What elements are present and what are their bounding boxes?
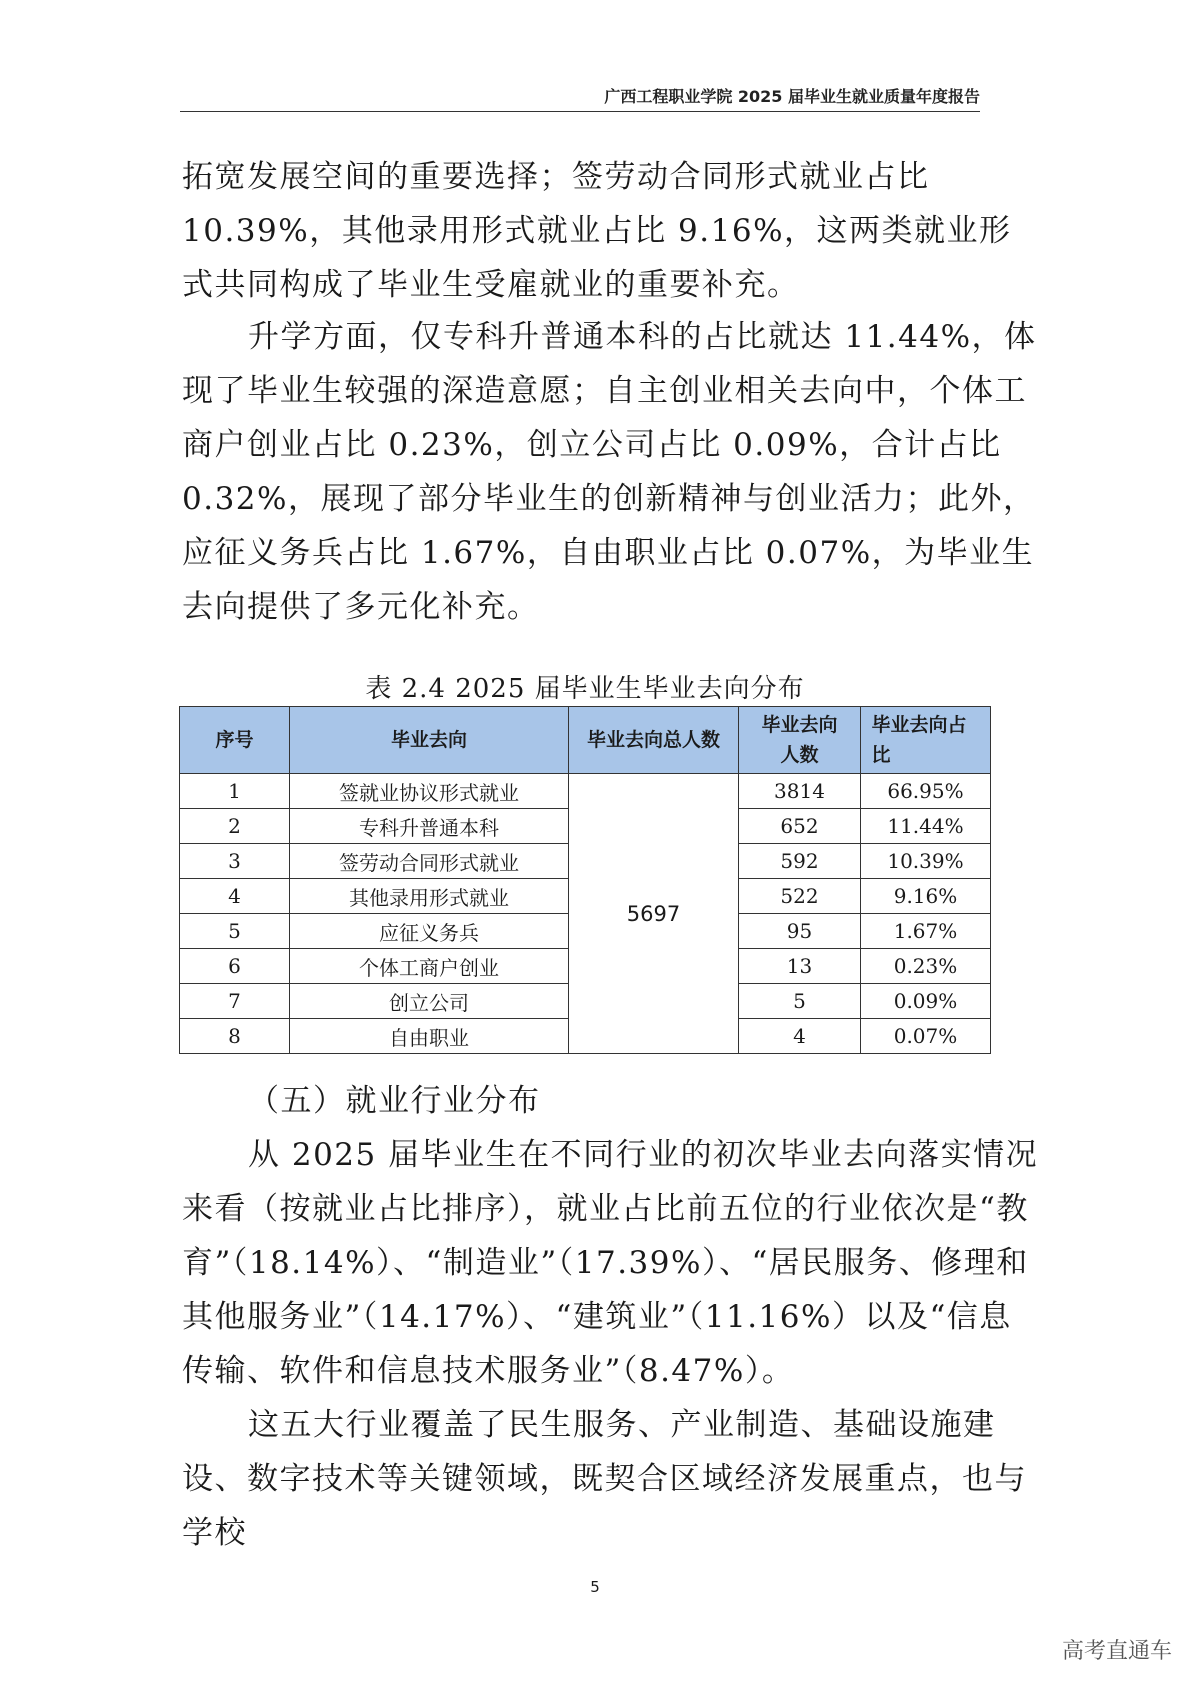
cell-count: 4: [739, 1019, 861, 1054]
page-number: 5: [590, 1578, 600, 1596]
header-percentage: 毕业去向占比: [861, 707, 991, 774]
cell-percentage: 66.95%: [861, 774, 991, 809]
cell-percentage: 11.44%: [861, 809, 991, 844]
watermark-text: 高考直通车: [1061, 1639, 1172, 1664]
table-row: [180, 774, 991, 809]
cell-percentage: 0.09%: [861, 984, 991, 1019]
cell-percentage: 1.67%: [861, 914, 991, 949]
cell-index: 5: [180, 914, 290, 949]
cell-destination: 其他录用形式就业: [290, 879, 569, 914]
cell-percentage: 9.16%: [861, 879, 991, 914]
cell-count: 522: [739, 879, 861, 914]
paragraph-industry-coverage: 这五大行业覆盖了民生服务、产业制造、基础设施建设、数字技术等关键领域，既契合区域经济发展重点，也与学校: [182, 1407, 1027, 1551]
cell-index: 1: [180, 774, 290, 809]
header-index: 序号: [180, 707, 290, 774]
paragraph-industry-distribution: 从 2025 届毕业生在不同行业的初次毕业去向落实情况来看（按就业占比排序），就业占比前五位的行业依次是“教育”（18.14%）、“制造业”（17.39%）、“居民服务、修理和其他服务业”（14.17%）、“建筑业”（11.16%）以及“信息传输、软件和信息技术服务业”（8.47%）。: [182, 1137, 1039, 1389]
table-header-row: [180, 707, 991, 774]
cell-index: 2: [180, 809, 290, 844]
paragraph-employment-forms: 拓宽发展空间的重要选择；签劳动合同形式就业占比 10.39%，其他录用形式就业占比 9.16%，这两类就业形式共同构成了毕业生受雇就业的重要补充。: [182, 159, 1012, 303]
report-header-title: 广西工程职业学院 2025 届毕业生就业质量年度报告: [604, 87, 980, 106]
cell-destination: 签劳动合同形式就业: [290, 844, 569, 879]
cell-count: 592: [739, 844, 861, 879]
cell-destination: 创立公司: [290, 984, 569, 1019]
cell-percentage: 10.39%: [861, 844, 991, 879]
cell-destination: 应征义务兵: [290, 914, 569, 949]
header-divider: [180, 111, 980, 112]
header-count: 毕业去向人数: [739, 707, 861, 774]
cell-count: 3814: [739, 774, 861, 809]
header-total-count: 毕业去向总人数: [569, 707, 739, 774]
cell-count: 13: [739, 949, 861, 984]
paragraph-further-study: 升学方面，仅专科升普通本科的占比就达 11.44%，体现了毕业生较强的深造意愿；自主创业相关去向中，个体工商户创业占比 0.23%，创立公司占比 0.09%，合计占比 0.32%，展现了部分毕业生的创新精神与创业活力；此外，应征义务兵占比 1.67%，自由职业占比 0.07%，为毕业生去向提供了多元化补充。: [182, 319, 1037, 625]
cell-total-count: 5697: [569, 774, 739, 1054]
cell-destination: 个体工商户创业: [290, 949, 569, 984]
cell-destination: 签就业协议形式就业: [290, 774, 569, 809]
cell-count: 5: [739, 984, 861, 1019]
cell-percentage: 0.07%: [861, 1019, 991, 1054]
cell-index: 6: [180, 949, 290, 984]
cell-destination: 专科升普通本科: [290, 809, 569, 844]
cell-index: 3: [180, 844, 290, 879]
table-caption: 表 2.4 2025 届毕业生毕业去向分布: [365, 674, 805, 704]
header-destination: 毕业去向: [290, 707, 569, 774]
destination-distribution-table: [179, 706, 991, 1054]
cell-percentage: 0.23%: [861, 949, 991, 984]
section-heading: （五）就业行业分布: [248, 1083, 541, 1119]
cell-index: 4: [180, 879, 290, 914]
cell-index: 7: [180, 984, 290, 1019]
cell-destination: 自由职业: [290, 1019, 569, 1054]
cell-count: 652: [739, 809, 861, 844]
cell-count: 95: [739, 914, 861, 949]
cell-index: 8: [180, 1019, 290, 1054]
